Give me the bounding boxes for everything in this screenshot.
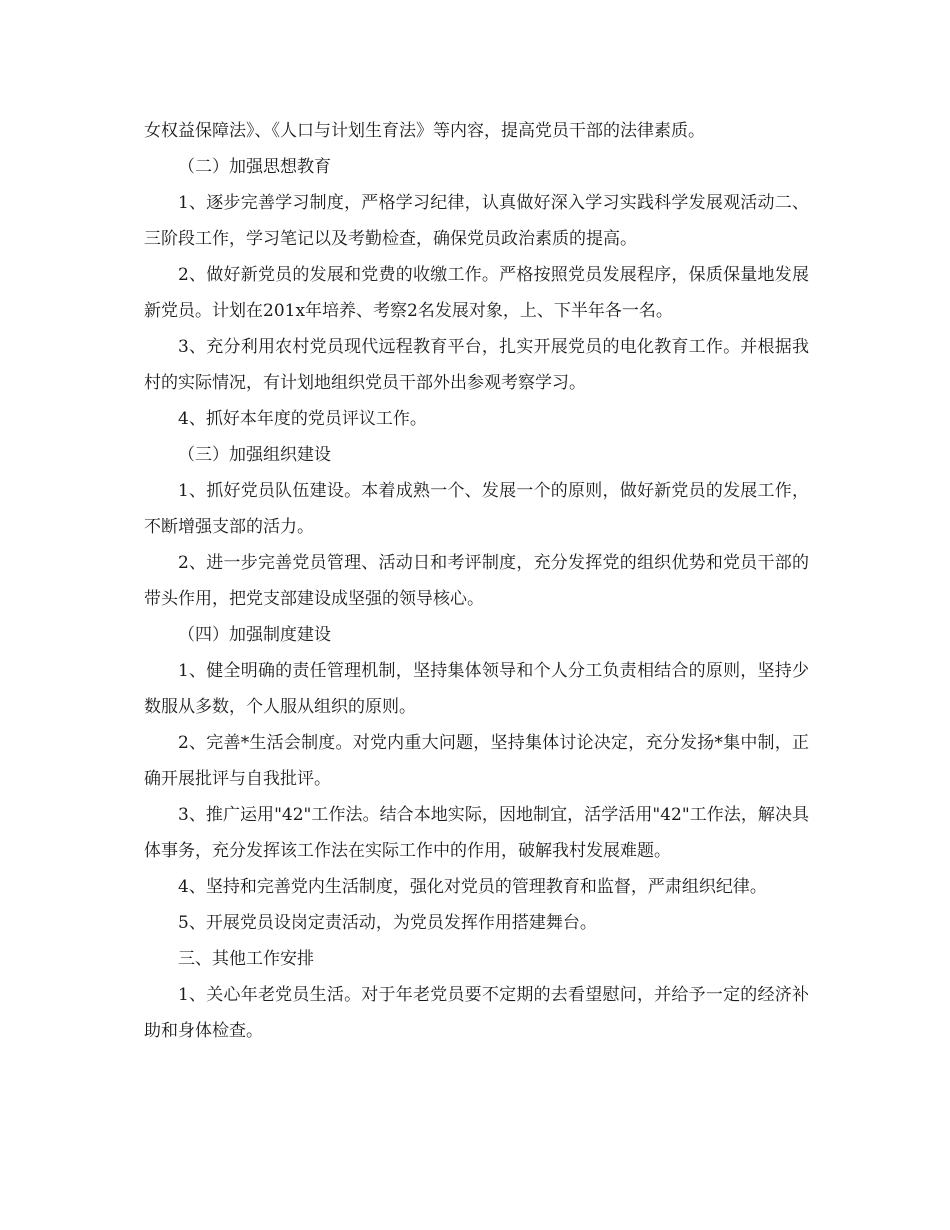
paragraph-42-method: 3、推广运用"42"工作法。结合本地实际，因地制宜，活学活用"42"工作法，解决具体事务，充分发挥该工作法在实际工作中的作用，破解我村发展难题。 bbox=[144, 805, 809, 861]
paragraph-responsibility: 1、健全明确的责任管理机制，坚持集体领导和个人分工负责相结合的原则，坚持少数服从多数，个人服从组织的原则。 bbox=[144, 661, 809, 717]
section-heading-organization: （三）加强组织建设 bbox=[178, 445, 331, 465]
paragraph-party-life: 4、坚持和完善党内生活制度，强化对党员的管理教育和监督，严肃组织纪律。 bbox=[178, 877, 767, 897]
section-heading-ideology: （二）加强思想教育 bbox=[178, 157, 331, 177]
paragraph-post-duty: 5、开展党员设岗定责活动，为党员发挥作用搭建舞台。 bbox=[178, 913, 597, 933]
paragraph-law-content: 女权益保障法》、《人口与计划生育法》等内容，提高党员干部的法律素质。 bbox=[144, 121, 705, 141]
section-heading-other-work: 三、其他工作安排 bbox=[178, 949, 314, 969]
paragraph-elderly-care: 1、关心年老党员生活。对于年老党员要不定期的去看望慰问，并给予一定的经济补助和身体检查。 bbox=[144, 985, 809, 1041]
paragraph-member-review: 4、抓好本年度的党员评议工作。 bbox=[178, 409, 427, 429]
paragraph-team-building: 1、抓好党员队伍建设。本着成熟一个、发展一个的原则，做好新党员的发展工作，不断增强支部的活力。 bbox=[144, 481, 809, 537]
document-body bbox=[144, 113, 809, 1049]
paragraph-life-meeting: 2、完善*生活会制度。对党内重大问题，坚持集体讨论决定，充分发扬*集中制，正确开展批评与自我批评。 bbox=[144, 733, 809, 789]
paragraph-management-system: 2、进一步完善党员管理、活动日和考评制度，充分发挥党的组织优势和党员干部的带头作用，把党支部建设成坚强的领导核心。 bbox=[144, 553, 809, 609]
paragraph-study-system: 1、逐步完善学习制度，严格学习纪律，认真做好深入学习实践科学发展观活动二、三阶段工作，学习笔记以及考勤检查，确保党员政治素质的提高。 bbox=[144, 193, 809, 249]
section-heading-institution: （四）加强制度建设 bbox=[178, 625, 331, 645]
paragraph-new-members: 2、做好新党员的发展和党费的收缴工作。严格按照党员发展程序，保质保量地发展新党员。计划在201x年培养、考察2名发展对象，上、下半年各一名。 bbox=[144, 265, 809, 321]
paragraph-remote-education: 3、充分利用农村党员现代远程教育平台，扎实开展党员的电化教育工作。并根据我村的实际情况，有计划地组织党员干部外出参观考察学习。 bbox=[144, 337, 809, 393]
